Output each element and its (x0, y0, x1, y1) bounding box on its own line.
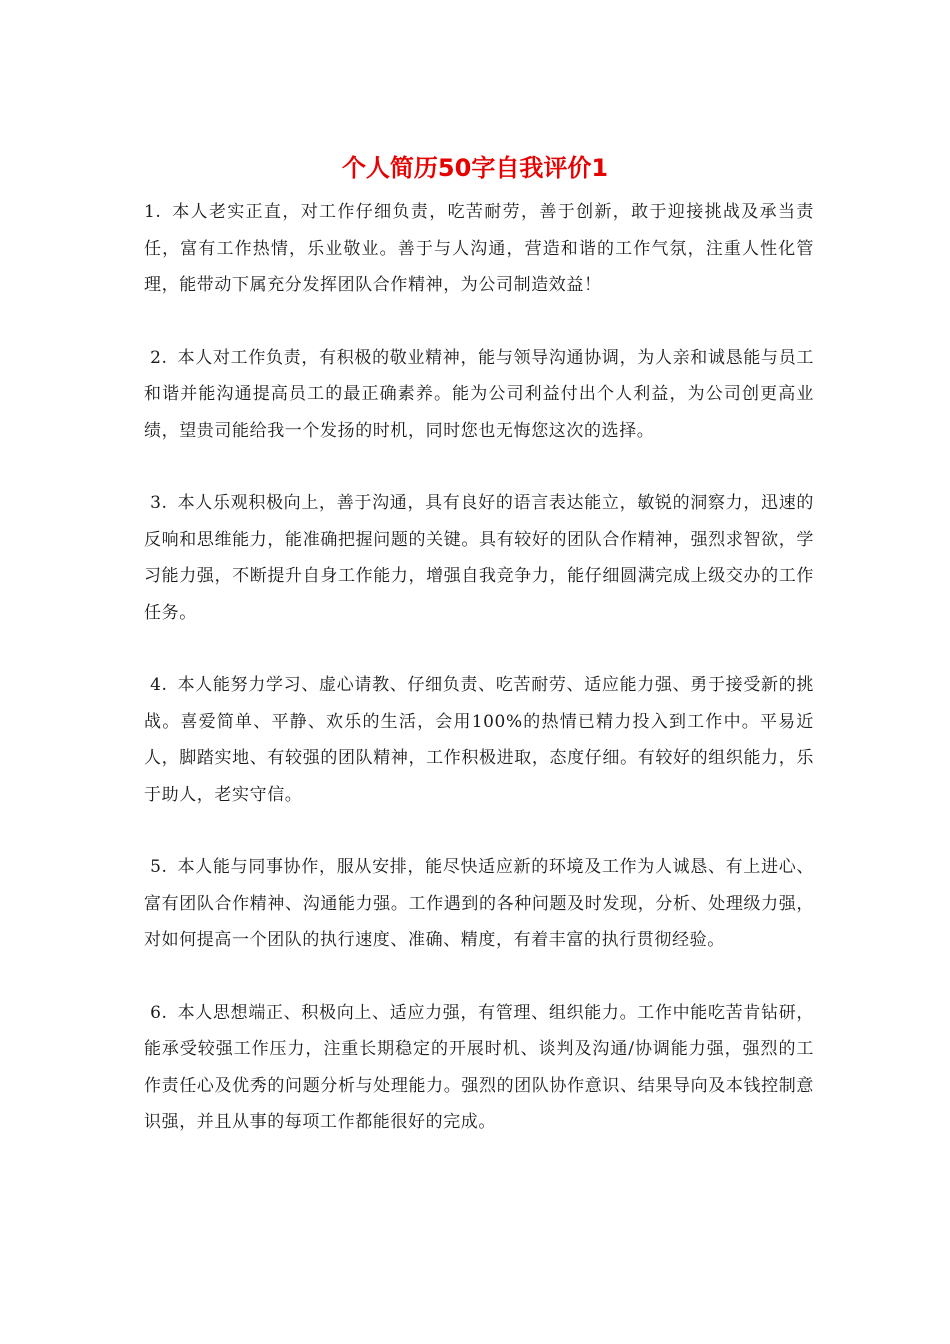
document-title: 个人简历50字自我评价1 (341, 154, 609, 182)
evaluation-paragraph-4 (144, 667, 814, 813)
paragraph-text: 本人对工作负责，有积极的敬业精神，能与领导沟通协调，为人亲和诚恳能与员工和谐并能沟通提高员工的最正确素养。能为公司利益付出个人利益，为公司创更高业绩，望贵司能给我一个发扬的时机，同时您也无悔您这次的选择。 (144, 347, 814, 441)
paragraph-number: 2. (150, 347, 168, 368)
paragraph-number: 3. (150, 493, 168, 513)
evaluation-paragraph-5 (144, 849, 814, 959)
paragraph-number: 5. (150, 857, 168, 877)
paragraph-number: 6. (150, 1002, 168, 1023)
evaluation-paragraph-2 (144, 340, 814, 450)
evaluation-paragraph-1 (144, 194, 814, 304)
paragraph-text: 本人能与同事协作，服从安排，能尽快适应新的环境及工作为人诚恳、有上进心、富有团队合作精神、沟通能力强。工作遇到的各种问题及时发现，分析、处理级力强，对如何提高一个团队的执行速度、准确、精度，有着丰富的执行贯彻经验。 (144, 857, 814, 950)
evaluation-paragraph-3 (144, 485, 814, 631)
evaluation-paragraph-6 (144, 995, 814, 1141)
paragraph-text: 本人乐观积极向上，善于沟通，具有良好的语言表达能立，敏锐的洞察力，迅速的反响和思维能力，能准确把握问题的关键。具有较好的团队合作精神，强烈求智欲，学习能力强，不断提升自身工作能力，增强自我竞争力，能仔细圆满完成上级交办的工作任务。 (144, 493, 814, 623)
evaluation-list (144, 194, 814, 1177)
paragraph-number: 1. (144, 202, 162, 222)
paragraph-text: 本人老实正直，对工作仔细负责，吃苦耐劳，善于创新，敢于迎接挑战及承当责任，富有工作热情，乐业敬业。善于与人沟通，营造和谐的工作气氛，注重人性化管理，能带动下属充分发挥团队合作精神，为公司制造效益！ (144, 202, 814, 295)
paragraph-text: 本人思想端正、积极向上、适应力强，有管理、组织能力。工作中能吃苦肯钻研，能承受较强工作压力，注重长期稳定的开展时机、谈判及沟通/协调能力强，强烈的工作责任心及优秀的问题分析与处理能力。强烈的团队协作意识、结果导向及本钱控制意识强，并且从事的每项工作都能很好的完成。 (144, 1002, 814, 1132)
paragraph-text: 本人能努力学习、虚心请教、仔细负责、吃苦耐劳、适应能力强、勇于接受新的挑战。喜爱简单、平静、欢乐的生活，会用100%的热情已精力投入到工作中。平易近人，脚踏实地、有较强的团队精神，工作积极进取，态度仔细。有较好的组织能力，乐于助人，老实守信。 (144, 675, 814, 805)
paragraph-number: 4. (150, 675, 168, 695)
